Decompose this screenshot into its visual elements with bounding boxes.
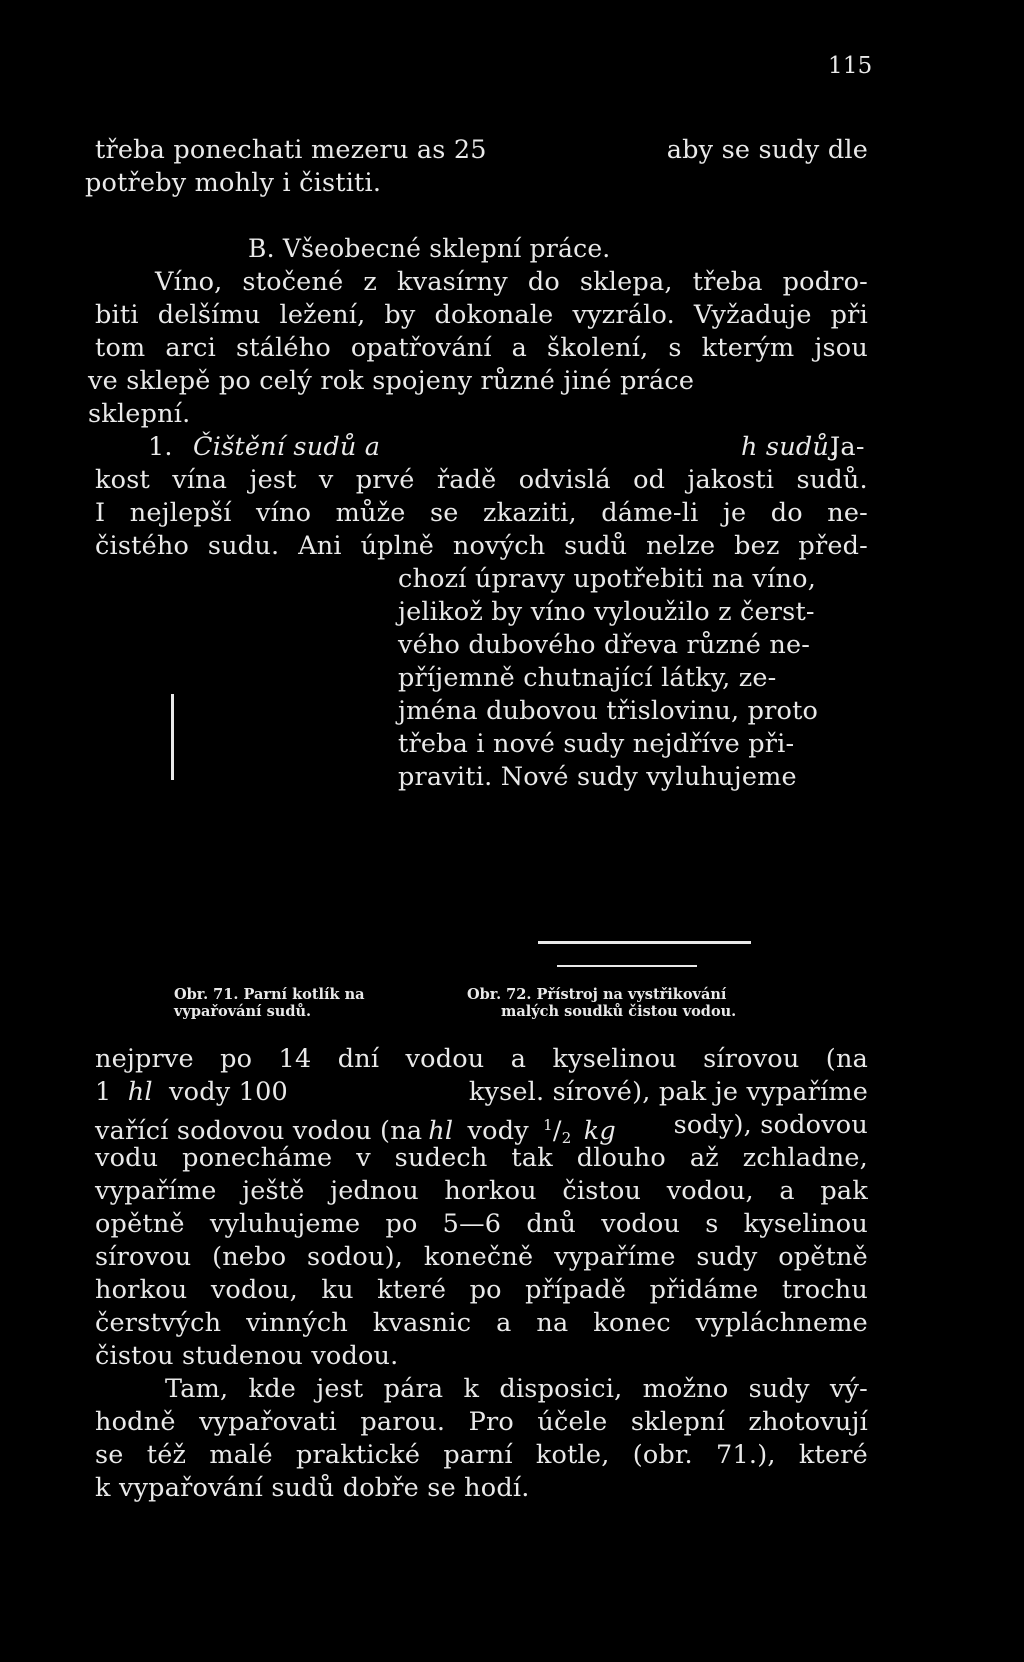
section-heading: B. Všeobecné sklepní práce. <box>248 234 611 263</box>
figure-72-caption-line-1: Obr. 72. Přístroj na vystřikování <box>467 986 727 1003</box>
text-line-4: Víno, stočené z kvasírny do sklepa, třeba podro- <box>155 267 868 297</box>
fraction-slash: / <box>552 1116 562 1146</box>
text-line-11: I nejlepší víno může se zkaziti, dáme-li je do ne- <box>95 498 868 528</box>
text-line-6: tom arci stálého opatřování a školení, s kterým jsou <box>95 333 868 363</box>
unit-hl-2: hl <box>428 1116 454 1146</box>
line-1-left: třeba ponechati mezeru as 25 <box>95 135 487 165</box>
text-line-2: potřeby mohly i čistiti. <box>85 168 382 198</box>
body-line-3-a: vařící sodovou vodou (na <box>95 1116 423 1146</box>
narrow-line-7: praviti. Nové sudy vyluhujeme <box>398 762 797 792</box>
fraction-numerator: 1 <box>543 1116 553 1134</box>
narrow-line-2: jelikož by víno vyloužilo z čerst- <box>398 597 815 627</box>
line-9-end: Ja- <box>830 432 865 462</box>
text-line-10: kost vína jest v prvé řadě odvislá od jakosti sudů. <box>95 465 868 495</box>
figure-71-caption-line-1: Obr. 71. Parní kotlík na <box>174 986 365 1003</box>
narrow-line-1: chozí úpravy upotřebiti na víno, <box>398 564 816 594</box>
figure-72-rule-top <box>538 941 751 944</box>
body-line-2 <box>95 1075 868 1109</box>
body-line-9: čerstvých vinných kvasnic a na konec vypláchneme <box>95 1308 868 1338</box>
body-line-14: k vypařování sudů dobře se hodí. <box>95 1473 530 1503</box>
narrow-line-4: příjemně chutnající látky, ze- <box>398 663 777 693</box>
fraction-denominator: 2 <box>561 1129 572 1147</box>
body-line-2-b: vody 100 <box>169 1077 288 1107</box>
body-line-7: sírovou (nebo sodou), konečně vypaříme sudy opětně <box>95 1242 868 1272</box>
body-line-3-c: sody), sodovou <box>673 1110 868 1140</box>
subheading-part-2: h sudů. <box>741 432 838 462</box>
body-line-13: se též malé praktické parní kotle, (obr. 71.), které <box>95 1440 868 1470</box>
body-line-11: Tam, kde jest pára k disposici, možno sudy vý- <box>165 1374 868 1404</box>
text-line-5: biti delšímu ležení, by dokonale vyzrálo. Vyžaduje při <box>95 300 868 330</box>
narrow-line-5: jména dubovou třislovinu, proto <box>398 696 819 726</box>
body-line-1: nejprve po 14 dní vodou a kyselinou sírovou (na <box>95 1044 868 1074</box>
body-line-2-a: 1 <box>95 1077 112 1107</box>
page-number: 115 <box>828 53 873 79</box>
body-line-3-b: vody <box>467 1116 529 1146</box>
paragraph-number: 1. <box>148 432 173 462</box>
text-line-1 <box>95 133 868 167</box>
body-line-2-c: kysel. sírové), pak je vypaříme <box>468 1077 868 1107</box>
unit-kg: kg <box>583 1116 616 1146</box>
figure-71-edge-line <box>171 694 174 780</box>
text-line-12: čistého sudu. Ani úplně nových sudů nelze bez před- <box>95 531 868 561</box>
body-line-12: hodně vypařovati parou. Pro účele sklepní zhotovují <box>95 1407 868 1437</box>
text-line-7 <box>88 364 864 398</box>
narrow-line-3: vého dubového dřeva různé ne- <box>398 630 811 660</box>
figure-72-rule-bottom <box>557 965 697 967</box>
narrow-line-6: třeba i nové sudy nejdříve při- <box>398 729 795 759</box>
text-line-9 <box>148 430 868 464</box>
figure-71-caption-line-2: vypařování sudů. <box>174 1003 312 1020</box>
body-line-4: vodu ponecháme v sudech tak dlouho až zchladne, <box>95 1143 868 1173</box>
subheading-part-1: Čištění sudů a <box>193 432 381 462</box>
body-line-10: čistou studenou vodou. <box>95 1341 399 1371</box>
body-line-8: horkou vodou, ku které po případě přidáme trochu <box>95 1275 868 1305</box>
unit-hl: hl <box>127 1077 153 1107</box>
figure-72-caption-line-2: malých soudků čistou vodou. <box>501 1003 737 1020</box>
text-line-8: sklepní. <box>88 399 191 429</box>
body-line-5: vypaříme ještě jednou horkou čistou vodou, a pak <box>95 1176 868 1206</box>
line-7-text: ve sklepě po celý rok spojeny různé jiné práce <box>88 366 695 396</box>
line-1-right: aby se sudy dle <box>666 135 868 165</box>
body-line-6: opětně vyluhujeme po 5—6 dnů vodou s kyselinou <box>95 1209 868 1239</box>
